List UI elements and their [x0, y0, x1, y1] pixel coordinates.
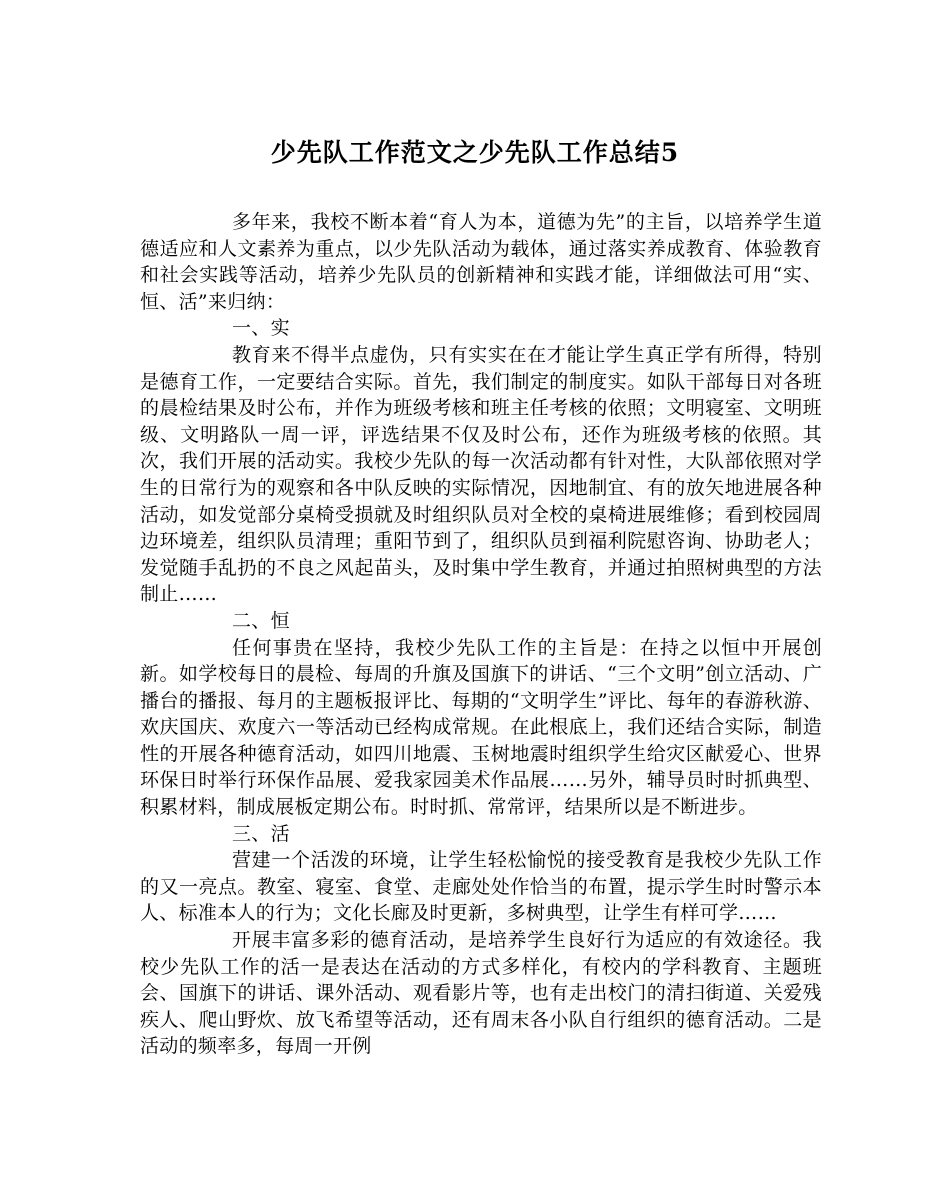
document-body	[140, 209, 822, 1060]
section-heading-huo: 三、活	[232, 822, 290, 845]
document-title: 少先队工作范文之少先队工作总结5	[270, 138, 680, 167]
section-paragraph-huo-1: 营建一个活泼的环境，让学生轻松愉悦的接受教育是我校少先队工作的又一亮点。教室、寝室、食堂、走廊处处作恰当的布置，提示学生时时警示本人、标准本人的行为；文化长廊及时更新，多树典型，让学生有样可学……	[140, 849, 822, 925]
section-heading-shi: 一、实	[232, 317, 290, 340]
section-heading-heng: 二、恒	[232, 609, 290, 632]
section-paragraph-shi: 教育来不得半点虚伪，只有实实在在才能让学生真正学有所得，特别是德育工作，一定要结合实际。首先，我们制定的制度实。如队干部每日对各班的晨检结果及时公布，并作为班级考核和班主任考核的依照；文明寝室、文明班级、文明路队一周一评，评选结果不仅及时公布，还作为班级考核的依照。其次，我们开展的活动实。我校少先队的每一次活动都有针对性，大队部依照对学生的日常行为的观察和各中队反映的实际情况，因地制宜、有的放矢地进展各种活动，如发觉部分桌椅受损就及时组织队员对全校的桌椅进展维修；看到校园周边环境差，组织队员清理；重阳节到了，组织队员到福利院慰咨询、协助老人；发觉随手乱扔的不良之风起苗头，及时集中学生教育，并通过拍照树典型的方法制止……	[140, 343, 822, 606]
section-paragraph-huo-2: 开展丰富多彩的德育活动，是培养学生良好行为适应的有效途径。我校少先队工作的活一是表达在活动的方式多样化，有校内的学科教育、主题班会、国旗下的讲话、课外活动、观看影片等，也有走出校门的清扫街道、关爱残疾人、爬山野炊、放飞希望等活动，还有周末各小队自行组织的德育活动。二是活动的频率多，每周一开例	[140, 929, 822, 1058]
section-paragraph-heng: 任何事贵在坚持，我校少先队工作的主旨是：在持之以恒中开展创新。如学校每日的晨检、每周的升旗及国旗下的讲话、“三个文明”创立活动、广播台的播报、每月的主题板报评比、每期的“文明学生”评比、每年的春游秋游、欢庆国庆、欢度六一等活动已经构成常规。在此根底上，我们还结合实际，制造性的开展各种德育活动，如四川地震、玉树地震时组织学生给灾区献爱心、世界环保日时举行环保作品展、爱我家园美术作品展……另外，辅导员时时抓典型、积累材料，制成展板定期公布。时时抓、常常评，结果所以是不断进步。	[140, 636, 822, 819]
intro-paragraph: 多年来，我校不断本着“育人为本，道德为先”的主旨，以培养学生道德适应和人文素养为重点，以少先队活动为载体，通过落实养成教育、体验教育和社会实践等活动，培养少先队员的创新精神和实践才能，详细做法可用“实、恒、活”来归纳：	[140, 211, 822, 313]
